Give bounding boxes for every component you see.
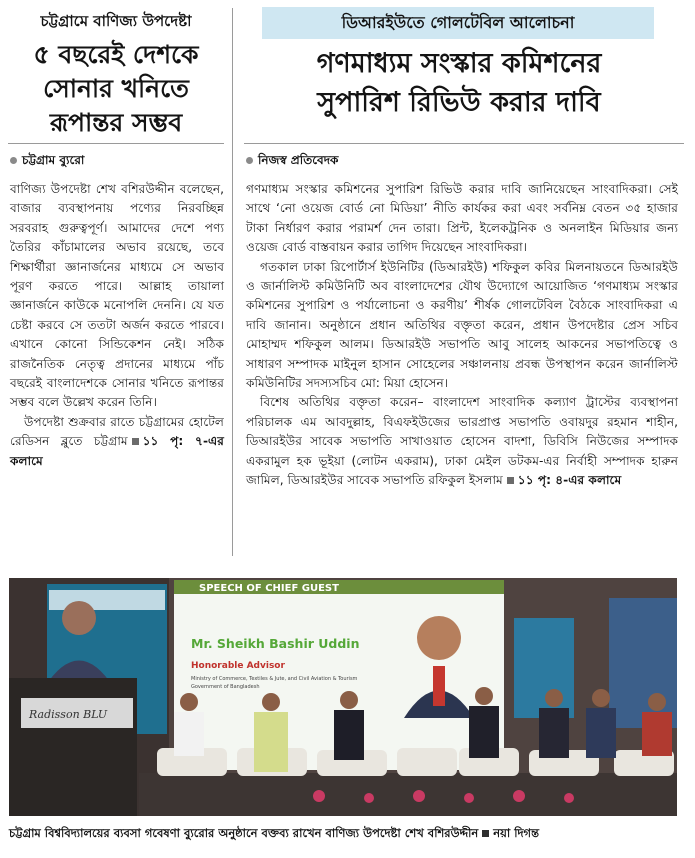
headline-line: সুপারিশ রিভিউ করার দাবি — [317, 87, 601, 118]
left-headline-rule — [8, 143, 224, 144]
square-bullet-icon — [482, 830, 489, 837]
right-story-kicker: ডিআরইউতে গোলটেবিল আলোচনা — [262, 7, 654, 39]
column-divider — [232, 8, 233, 556]
right-story-jump[interactable]: ১১ পৃ: ৪-এর কলামে — [503, 473, 621, 487]
event-photo-illustration — [9, 578, 677, 816]
square-bullet-icon — [507, 477, 514, 484]
screen-role: Honorable Advisor — [191, 661, 285, 671]
headline-line: ৫ বছরেই দেশকে — [33, 40, 199, 69]
event-photo — [9, 578, 677, 816]
podium-brand: Radisson BLU — [29, 708, 108, 721]
left-story-body — [10, 180, 224, 471]
left-story-kicker: চট্টগ্রামে বাণিজ্য উপদেষ্টা — [40, 12, 192, 30]
headline-line: সোনার খনিতে — [43, 74, 189, 103]
right-headline-rule — [244, 143, 684, 144]
headline-line: রূপান্তর সম্ভব — [49, 108, 183, 137]
headline-line: গণমাধ্যম সংস্কার কমিশনের — [316, 48, 602, 79]
square-bullet-icon — [132, 438, 139, 445]
left-story-paragraph: উপদেষ্টা শুক্রবার রাতে চট্টগ্রামের হোটেল রেডিসন ব্লুতে চট্টগ্রাম ১১ পৃ: ৭-এর কলামে — [10, 414, 224, 468]
right-story-headline — [244, 44, 674, 122]
screen-gov: Government of Bangladesh — [191, 684, 260, 690]
caption-credit: নয়া দিগন্ত — [493, 826, 540, 840]
right-story-byline: নিজস্ব প্রতিবেদক — [246, 152, 338, 172]
left-story-paragraph: বাণিজ্য উপদেষ্টা শেখ বশিরউদ্দীন বলেছেন, বাজার ব্যবস্থাপনায় পণ্যের নিরবচ্ছিন্ন সরবরাহ গুরুত্বপূর্ণ। আমাদের দেশে পণ্য তৈরির কাঁচামালের অভাব রয়েছে, তবে শিক্ষার্থীরা জ্ঞানার্জনের মাধ্যমে সে অভাব পূরণ করতে পারে। আল্লাহ তায়ালা জ্ঞানার্জনে কাউকে মনোপলি দেননি। যে যত চেষ্টা করবে সে ততটা অর্জন করতে পারবে। এখানে কোনো সিন্ডিকেশন নেই। সঠিক রাজনৈতিক নেতৃত্ব প্রদানের মাধ্যমে পাঁচ বছরেই বাংলাদেশকে সোনার খনিতে রূপান্তর সম্ভব বলে উল্লেখ করেন তিনি। — [10, 182, 224, 410]
right-story-body — [246, 180, 678, 491]
photo-caption — [9, 825, 677, 844]
right-story-paragraph: বিশেষ অতিথির বক্তৃতা করেন– বাংলাদেশ সাংবাদিক কল্যাণ ট্রাস্টের ব্যবস্থাপনা পরিচালক এম আবদুল্লাহ, বিএফইউজের ভারপ্রাপ্ত সভাপতি ওবায়দুর রহমান শাহীন, ডিআরইউর সাবেক সভাপতি সাখাওয়াত হোসেন বাদশা, ডিবিসি নিউজের সম্পাদক একরামুল হক ভূইয়া (লোটন একরাম), ঢাকা মেইল ডটকম-এর নির্বাহী সম্পাদক হারুন জামিল, ডিআরইউর সাবেক সভাপতি রফিকুল ইসলাম ১১ পৃ: ৪-এর কলামে — [246, 395, 678, 488]
bullet-icon — [10, 157, 17, 164]
screen-banner: SPEECH OF CHIEF GUEST — [199, 583, 339, 594]
caption-text: চট্টগ্রাম বিশ্ববিদ্যালয়ের ব্যবসা গবেষণা ব্যুরোর অনুষ্ঠানে বক্তব্য রাখেন বাণিজ্য উপদেষ্টা শেখ বশিরউদ্দীন — [9, 826, 479, 840]
screen-name: Mr. Sheikh Bashir Uddin — [191, 636, 360, 651]
left-story-byline: চট্টগ্রাম ব্যুরো — [10, 152, 84, 172]
bullet-icon — [246, 157, 253, 164]
left-story-headline — [8, 38, 224, 140]
right-story-paragraph: গতকাল ঢাকা রিপোর্টার্স ইউনিটির (ডিআরইউ) শফিকুল কবির মিলনায়তনে ডিআরইউ ও জার্নালিস্ট কমিউনিটি অব বাংলাদেশের যৌথ উদ্যোগে আয়োজিত ‘গণমাধ্যম সংস্কার কমিশনের সুপারিশ ও পর্যালোচনা ও করণীয়’ শীর্ষক গোলটেবিল বৈঠকে সাংবাদিকরা এ দাবি জানান। অনুষ্ঠানে প্রধান অতিথির বক্তৃতা করেন, প্রধান উপদেষ্টার প্রেস সচিব মোহাম্মদ শফিকুল আলম। ডিআরইউ সভাপতি আবু সালেহ আকনের সভাপতিত্বে ও সাধারণ সম্পাদক মাইনুল হাসান সোহেলের সঞ্চালনায় প্রবন্ধ উপস্থাপন করেন জার্নালিস্ট কমিউনিটির সদস্যসচিব মো: মিয়া হোসেন। — [246, 259, 678, 391]
screen-ministry: Ministry of Commerce, Textiles & Jute, and Civil Aviation & Tourism — [191, 676, 358, 682]
left-story-jump[interactable]: ১১ পৃ: ৭-এর কলামে — [10, 434, 224, 468]
right-story-paragraph: গণমাধ্যম সংস্কার কমিশনের সুপারিশ রিভিউ করার দাবি জানিয়েছেন সাংবাদিকরা। সেই সাথে ‘নো ওয়েজ বোর্ড নো মিডিয়া’ নীতি কার্যকর করা এবং সর্বনিম্ন বেতন ৩৫ হাজার টাকা নির্ধারণ করার পরামর্শ দেন তারা। প্রিন্ট, ইলেকট্রনিক ও অনলাইন মিডিয়ার জন্য ওয়েজ বোর্ড বাস্তবায়ন করার তাগিদ দিয়েছেন সাংবাদিকরা। — [246, 182, 678, 255]
